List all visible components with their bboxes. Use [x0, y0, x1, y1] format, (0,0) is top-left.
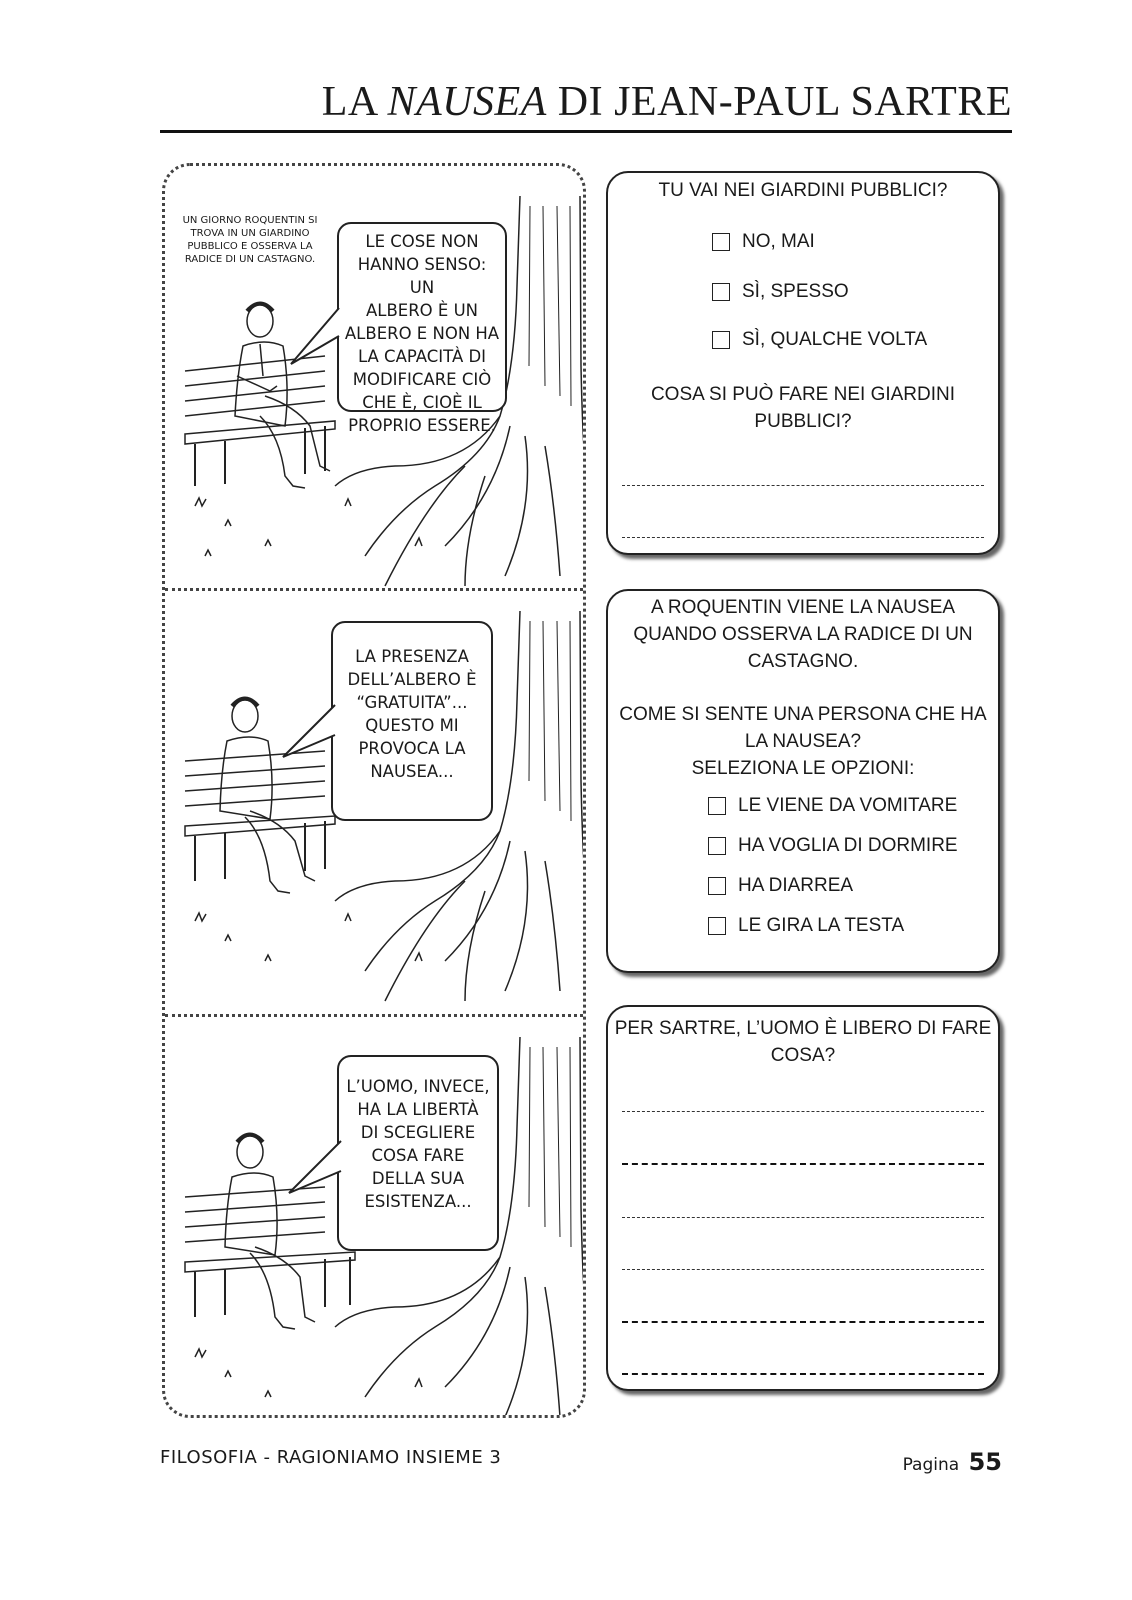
question-freedom [608, 1015, 998, 1069]
title-italic: NAUSEA [387, 79, 547, 125]
bubble-3-line: L’UOMO, INVECE, [346, 1077, 490, 1096]
question-box-gardens [606, 171, 1000, 555]
bubble-1-line: MODIFICARE CIÒ [352, 370, 492, 389]
speech-bubble-3-tail [283, 1137, 343, 1197]
question-line: SELEZIONA LE OPZIONI: [691, 758, 915, 779]
question-line: PUBBLICI? [754, 411, 852, 432]
bubble-3-line: DI SCEGLIERE [360, 1123, 476, 1142]
bubble-1-line: LA CAPACITÀ DI [357, 347, 487, 366]
comic-panel-1 [165, 166, 583, 588]
answer-line[interactable] [622, 537, 984, 538]
option-label: SÌ, QUALCHE VOLTA [742, 329, 928, 350]
checkbox[interactable] [708, 837, 726, 855]
bubble-2-line: PROVOCA LA [358, 739, 466, 758]
title-pre: LA [321, 79, 388, 125]
answer-line[interactable] [622, 1111, 984, 1112]
question-nausea-feeling [608, 701, 998, 782]
bubble-1-line: PROPRIO ESSERE. [348, 416, 496, 435]
speech-bubble-1-tail [285, 306, 345, 366]
question-line: PER SARTRE, L’UOMO È LIBERO DI FARE [614, 1018, 992, 1039]
question-line: COME SI SENTE UNA PERSONA CHE HA [619, 704, 987, 725]
intro-line: QUANDO OSSERVA LA RADICE DI UN [633, 624, 973, 645]
answer-line[interactable] [622, 1373, 984, 1375]
bubble-1-line: CHE È, CIOÈ IL [362, 393, 482, 412]
page-number [903, 1448, 1002, 1476]
nausea-intro [608, 594, 998, 675]
title-post: DI JEAN-PAUL SARTRE [546, 79, 1012, 125]
bubble-1-line: LE COSE NON [365, 232, 479, 251]
option-label: LE VIENE DA VOMITARE [738, 795, 958, 816]
checkbox[interactable] [712, 283, 730, 301]
bubble-1-line: ALBERO È UN [365, 301, 478, 320]
checkbox[interactable] [708, 877, 726, 895]
page-title [322, 78, 1012, 126]
intro-line: A ROQUENTIN VIENE LA NAUSEA [650, 597, 956, 618]
question-what-to-do [608, 381, 998, 435]
checkbox[interactable] [712, 233, 730, 251]
bubble-1-line: HANNO SENSO: UN [357, 255, 487, 297]
answer-line[interactable] [622, 1321, 984, 1323]
page-number-value: 55 [968, 1448, 1002, 1476]
checkbox[interactable] [712, 331, 730, 349]
option-label: HA DIARREA [738, 875, 854, 896]
speech-bubble-2 [331, 621, 493, 821]
option-yes-often[interactable] [712, 281, 849, 303]
comic-panel-2 [165, 588, 583, 1017]
option-no-never[interactable] [712, 231, 815, 253]
bubble-2-line: LA PRESENZA [355, 647, 469, 666]
bubble-2-line: QUESTO MI [365, 716, 459, 735]
checkbox[interactable] [708, 917, 726, 935]
bubble-2-line: DELL’ALBERO È [347, 670, 477, 689]
speech-bubble-2-tail [277, 701, 337, 761]
bubble-1-line: ALBERO E NON HA [344, 324, 500, 343]
option-label: HA VOGLIA DI DORMIRE [738, 835, 958, 856]
answer-line[interactable] [622, 1217, 984, 1218]
question-box-freedom [606, 1005, 1000, 1391]
question-gardens: TU VAI NEI GIARDINI PUBBLICI? [658, 180, 948, 201]
narration-caption: UN GIORNO ROQUENTIN SI TROVA IN UN GIARDINO PUBBLICO E OSSERVA LA RADICE DI UN CASTAGNO. [182, 215, 318, 265]
bubble-2-line: NAUSEA... [370, 762, 454, 781]
option-label: SÌ, SPESSO [742, 281, 849, 302]
answer-line[interactable] [622, 1163, 984, 1165]
question-box-nausea [606, 589, 1000, 973]
checkbox[interactable] [708, 797, 726, 815]
question-line: COSA SI PUÒ FARE NEI GIARDINI [650, 384, 956, 405]
bubble-3-line: COSA FARE [371, 1146, 465, 1165]
answer-line[interactable] [622, 485, 984, 486]
title-rule [160, 130, 1012, 133]
option-label: NO, MAI [742, 231, 815, 252]
question-line: COSA? [770, 1045, 836, 1066]
bubble-3-line: ESISTENZA... [364, 1192, 472, 1211]
speech-bubble-3 [337, 1055, 499, 1251]
option-yes-sometimes[interactable] [712, 329, 927, 351]
bubble-3-line: DELLA SUA [371, 1169, 465, 1188]
intro-line: CASTAGNO. [747, 651, 859, 672]
option-sleep[interactable] [708, 835, 958, 857]
option-vomit[interactable] [708, 795, 957, 817]
bubble-3-line: HA LA LIBERTÀ [357, 1100, 479, 1119]
footer-book-title: FILOSOFIA - RAGIONIAMO INSIEME 3 [160, 1447, 502, 1468]
option-diarrhea[interactable] [708, 875, 853, 897]
comic-strip [162, 163, 586, 1418]
speech-bubble-1 [337, 222, 507, 435]
page-label: Pagina [902, 1455, 960, 1475]
answer-line[interactable] [622, 1269, 984, 1270]
bubble-2-line: “GRATUITA”... [356, 693, 468, 712]
option-dizzy[interactable] [708, 915, 904, 937]
question-line: LA NAUSEA? [744, 731, 862, 752]
option-label: LE GIRA LA TESTA [738, 915, 905, 936]
comic-panel-3 [165, 1014, 583, 1418]
